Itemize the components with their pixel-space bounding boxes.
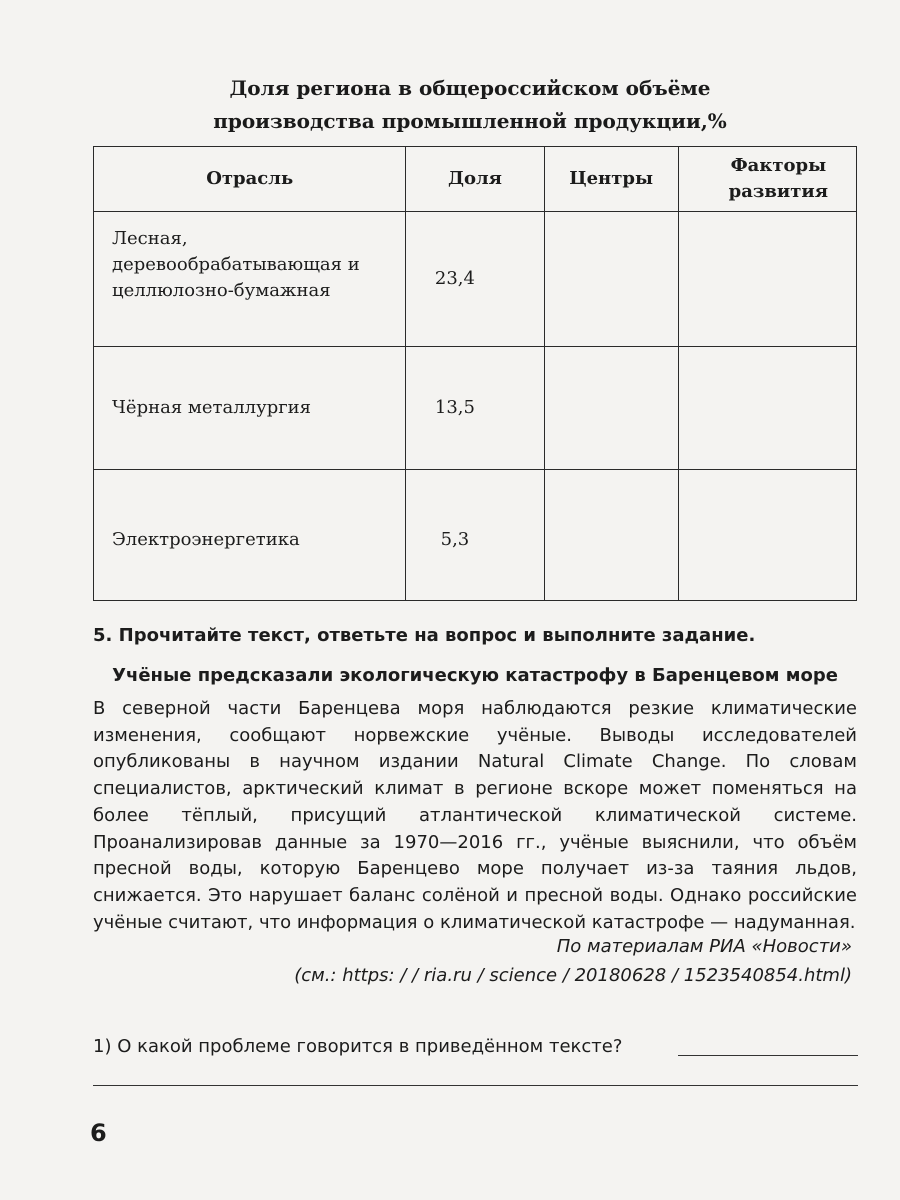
header-share: Доля [406, 147, 544, 212]
header-branch: Отрасль [94, 147, 406, 212]
centers-cell[interactable] [544, 470, 678, 601]
table-title: Доля региона в общероссийском объёме производства промышленной продукции,% [213, 76, 727, 133]
answer-line[interactable] [93, 1085, 858, 1086]
branch-cell: Лесная, деревообрабатывающая и целлюлозно-бумажная [94, 212, 406, 347]
factors-cell[interactable] [678, 347, 856, 470]
industry-share-table [93, 146, 857, 601]
branch-cell: Чёрная металлургия [94, 347, 406, 470]
task-heading: 5. Прочитайте текст, ответьте на вопрос и выполните задание. [93, 625, 756, 646]
centers-cell[interactable] [544, 347, 678, 470]
table-header-row [94, 147, 857, 212]
branch-cell: Электроэнергетика [94, 470, 406, 601]
answer-line[interactable] [678, 1055, 858, 1056]
factors-cell[interactable] [678, 470, 856, 601]
page-number: 6 [90, 1119, 107, 1147]
table-row [94, 212, 857, 347]
question-1: 1) О какой проблеме говорится в приведённом тексте? [93, 1036, 623, 1057]
article-source: По материалам РИА «Новости» [556, 936, 852, 957]
factors-cell[interactable] [678, 212, 856, 347]
share-cell: 5,3 [406, 470, 544, 601]
table-row [94, 470, 857, 601]
article-text: В северной части Баренцева моря наблюдаются резкие климатические изменения, сообщают норвежские учёные. Выводы исследователей опубликованы в научном издании Natural Climate Change. По словам специалистов, арктический климат в регионе вскоре может поменяться на более тёплый, присущий атлантической климатической системе. Проанализировав данные за 1970—2016 гг., учёные выяснили, что объём пресной воды, которую Баренцево море получает из-за таяния льдов, снижается. Это нарушает баланс солёной и пресной воды. Однако российские учёные считают, что информация о климатической катастрофе — надуманная. [93, 698, 857, 933]
share-cell: 23,4 [406, 212, 544, 347]
article-title: Учёные предсказали экологическую катастрофу в Баренцевом море [112, 665, 838, 686]
header-centers: Центры [544, 147, 678, 212]
centers-cell[interactable] [544, 212, 678, 347]
share-cell: 13,5 [406, 347, 544, 470]
table-row [94, 347, 857, 470]
article-source-link: (см.: https: / / ria.ru / science / 20180628 / 1523540854.html) [294, 965, 852, 986]
header-factors: Факторы развития [678, 147, 856, 212]
